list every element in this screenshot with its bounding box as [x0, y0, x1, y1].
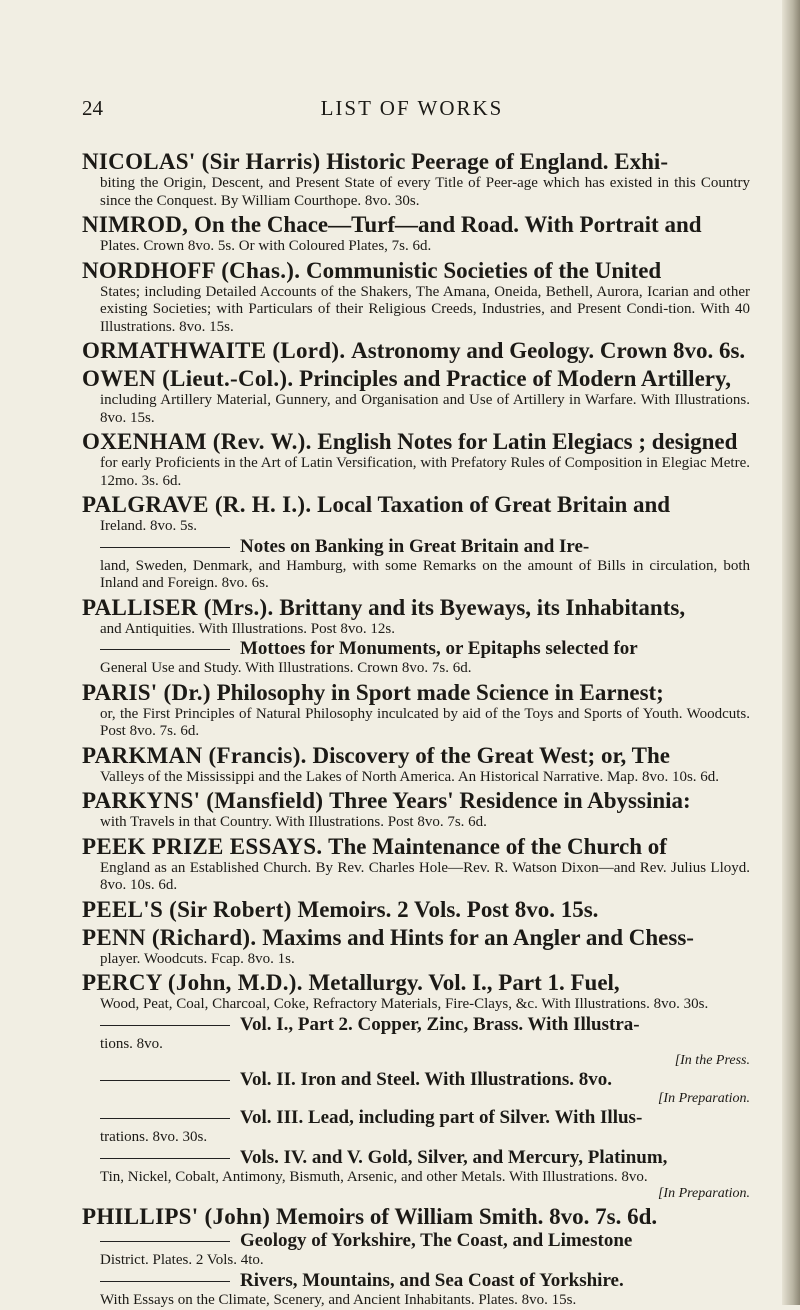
entry-heading	[82, 833, 750, 860]
page-edge	[782, 0, 800, 1305]
entry-author: OXENHAM (Rev. W.).	[82, 429, 312, 454]
entry-author: NORDHOFF (Chas.).	[82, 257, 301, 283]
entry-author: PENN (Richard).	[82, 924, 257, 950]
publication-note: [In Preparation.	[657, 1186, 750, 1201]
entry-heading	[82, 211, 750, 238]
publication-note: [In the Press.	[674, 1053, 750, 1068]
entry-author: PARKYNS' (Mansfield)	[82, 788, 324, 813]
entry-author: PALGRAVE (R. H. I.).	[82, 492, 312, 517]
entry-title: Metallurgy. Vol. I., Part 1. Fuel,	[308, 970, 620, 995]
sub-entry-title: Vol. II. Iron and Steel. With Illustrations. 8vo.	[240, 1069, 612, 1090]
catalog-entry	[82, 148, 750, 210]
catalog-entry	[82, 211, 750, 256]
sub-entry	[82, 1147, 750, 1169]
catalog-entry	[82, 491, 750, 593]
entry-description: Plates. Crown 8vo. 5s. Or with Coloured Plates, 7s. 6d.	[100, 238, 432, 254]
catalog-entry	[82, 833, 750, 895]
sub-entry	[82, 1230, 750, 1252]
entry-heading	[82, 594, 750, 621]
entry-author: NIMROD,	[82, 212, 189, 237]
entry-author: PARKMAN (Francis).	[82, 742, 307, 768]
entry-author: OWEN (Lieut.-Col.).	[82, 366, 294, 391]
sub-entry-description: District. Plates. 2 Vols. 4to.	[100, 1252, 264, 1268]
entry-description: with Travels in that Country. With Illustrations. Post 8vo. 7s. 6d.	[100, 814, 487, 830]
entry-description: Ireland. 8vo. 5s.	[100, 518, 198, 534]
entry-title: Discovery of the Great West; or, The	[312, 742, 670, 768]
entry-heading	[82, 337, 750, 364]
entry-author: PALLISER (Mrs.).	[82, 594, 274, 620]
entry-heading	[82, 924, 750, 951]
sub-entry-title: Vols. IV. and V. Gold, Silver, and Mercury, Platinum,	[240, 1146, 668, 1168]
sub-entry	[82, 1107, 750, 1129]
sub-entry-description: Tin, Nickel, Cobalt, Antimony, Bismuth, Arsenic, and other Metals. With Illustrations. 8vo.	[100, 1168, 648, 1185]
sub-entry-title: Vol. I., Part 2. Copper, Zinc, Brass. With Illustra-	[240, 1013, 640, 1035]
entry-heading	[82, 148, 750, 175]
entry-description: including Artillery Material, Gunnery, and Organisation and Use of Artillery in Warfare. With Illustrations. 8vo. 15s.	[100, 392, 750, 426]
sub-entry-description: land, Sweden, Denmark, and Hamburg, with some Remarks on the amount of Bills in circulation, both Inland and Foreign. 8vo. 6s.	[100, 557, 750, 591]
sub-entry-title: Geology of Yorkshire, The Coast, and Limestone	[240, 1230, 633, 1251]
entry-author: PERCY (John, M.D.).	[82, 970, 303, 995]
sub-entry	[82, 1014, 750, 1036]
sub-entry-description: With Essays on the Climate, Scenery, and Ancient Inhabitants. Plates. 8vo. 15s.	[100, 1291, 577, 1308]
entry-title: Philosophy in Sport made Science in Earnest;	[216, 679, 664, 705]
ditto-rule	[100, 649, 230, 650]
catalog-entry	[82, 428, 750, 490]
sub-entry	[82, 638, 750, 660]
catalog-entries	[82, 148, 750, 1310]
ditto-rule	[100, 1158, 230, 1159]
entry-title: Astronomy and Geology. Crown 8vo. 6s.	[351, 338, 746, 363]
sub-entry	[82, 1270, 750, 1292]
entry-heading	[82, 742, 750, 769]
entry-heading	[82, 969, 750, 996]
ditto-rule	[100, 1118, 230, 1119]
ditto-rule	[100, 1281, 230, 1282]
sub-entry-title: Vol. III. Lead, including part of Silver. With Illus-	[240, 1107, 643, 1128]
entry-description: Wood, Peat, Coal, Charcoal, Coke, Refractory Materials, Fire-Clays, &c. With Illustrations. 8vo. 30s.	[100, 996, 709, 1012]
entry-title: English Notes for Latin Elegiacs ; designed	[317, 429, 738, 454]
sub-entry-description: General Use and Study. With Illustrations. Crown 8vo. 7s. 6d.	[100, 660, 472, 676]
catalog-entry	[82, 257, 750, 337]
ditto-rule	[100, 1241, 230, 1242]
entry-title: Three Years' Residence in Abyssinia:	[329, 788, 691, 813]
catalog-entry	[82, 787, 750, 832]
entry-title: Principles and Practice of Modern Artillery,	[299, 366, 731, 391]
catalog-entry	[82, 896, 750, 923]
entry-heading	[82, 1203, 750, 1230]
entry-title: Historic Peerage of England.	[326, 149, 609, 174]
running-title: LIST OF WORKS	[320, 96, 504, 120]
entry-description: player. Woodcuts. Fcap. 8vo. 1s.	[100, 950, 295, 967]
entry-heading	[82, 491, 750, 518]
entry-description: England as an Established Church. By Rev. Charles Hole—Rev. R. Watson Dixon—and Rev. Julius Lloyd. 8vo. 10s. 6d.	[100, 859, 750, 893]
sub-entry	[82, 1069, 750, 1091]
entry-title: Brittany and its Byeways, its Inhabitants,	[279, 594, 686, 620]
entry-title: On the Chace—Turf—and Road. With Portrait and	[193, 212, 702, 237]
entry-heading	[82, 787, 750, 814]
entry-heading	[82, 257, 750, 284]
publication-note: [In Preparation.	[657, 1091, 750, 1106]
entry-author: PEEL'S (Sir Robert)	[82, 896, 292, 922]
catalog-entry	[82, 969, 750, 1202]
entry-title: Maxims and Hints for an Angler and Chess-	[262, 924, 694, 950]
entry-author: NICOLAS' (Sir Harris)	[82, 149, 321, 174]
catalog-entry	[82, 365, 750, 427]
entry-description: for early Proficients in the Art of Latin Versification, with Prefatory Rules of Composition in Elegiac Metre. 12mo. 3s. 6d.	[100, 455, 750, 489]
sub-entry	[82, 536, 750, 558]
sub-entry-description: trations. 8vo. 30s.	[100, 1129, 208, 1145]
catalog-entry	[82, 679, 750, 741]
ditto-rule	[100, 1080, 230, 1081]
catalog-entry	[82, 594, 750, 678]
entry-author: PARIS' (Dr.)	[82, 679, 211, 705]
catalog-entry	[82, 1203, 750, 1309]
entry-description: biting the Origin, Descent, and Present State of every Title of Peer-age which has existed in this Country since the Conquest. By William Courthope. 8vo. 30s.	[100, 175, 750, 209]
page-header	[82, 96, 742, 124]
catalog-entry	[82, 337, 750, 364]
entry-heading	[82, 428, 750, 455]
ditto-rule	[100, 1025, 230, 1026]
entry-description: States; including Detailed Accounts of the Shakers, The Amana, Oneida, Bethell, Aurora, Icarian and other existing Societies; with Particulars of their Religious Creeds, Industries, and Present Condi-tion. With 40 Illustrations. 8vo. 15s.	[100, 283, 750, 335]
entry-heading	[82, 679, 750, 706]
entry-description: Valleys of the Mississippi and the Lakes of North America. An Historical Narrative. Map. 8vo. 10s. 6d.	[100, 768, 720, 785]
entry-title: The Maintenance of the Church of	[328, 833, 667, 859]
ditto-rule	[100, 547, 230, 548]
catalog-entry	[82, 924, 750, 969]
entry-heading	[82, 365, 750, 392]
entry-author: ORMATHWAITE (Lord).	[82, 338, 346, 363]
entry-author: PEEK PRIZE ESSAYS.	[82, 833, 323, 859]
page-number: 24	[82, 96, 103, 120]
entry-title: Local Taxation of Great Britain and	[317, 492, 671, 517]
entry-description: and Antiquities. With Illustrations. Post 8vo. 12s.	[100, 620, 395, 637]
entry-author: PHILLIPS' (John)	[82, 1204, 271, 1229]
entry-title: Communistic Societies of the United	[306, 257, 662, 283]
entry-title: Memoirs. 2 Vols. Post 8vo. 15s.	[297, 896, 599, 922]
sub-entry-description: tions. 8vo.	[100, 1035, 163, 1052]
entry-title: Memoirs of William Smith. 8vo. 7s. 6d.	[275, 1204, 658, 1229]
entry-description: or, the First Principles of Natural Philosophy inculcated by aid of the Toys and Sports of Youth. Woodcuts. Post 8vo. 7s. 6d.	[100, 705, 750, 739]
catalog-entry	[82, 742, 750, 787]
sub-entry-title: Notes on Banking in Great Britain and Ire-	[240, 535, 590, 557]
entry-heading	[82, 896, 750, 923]
sub-entry-title: Rivers, Mountains, and Sea Coast of Yorkshire.	[240, 1269, 624, 1291]
sub-entry-title: Mottoes for Monuments, or Epitaphs selected for	[240, 638, 638, 659]
entry-title-continued: Exhi-	[614, 149, 668, 174]
